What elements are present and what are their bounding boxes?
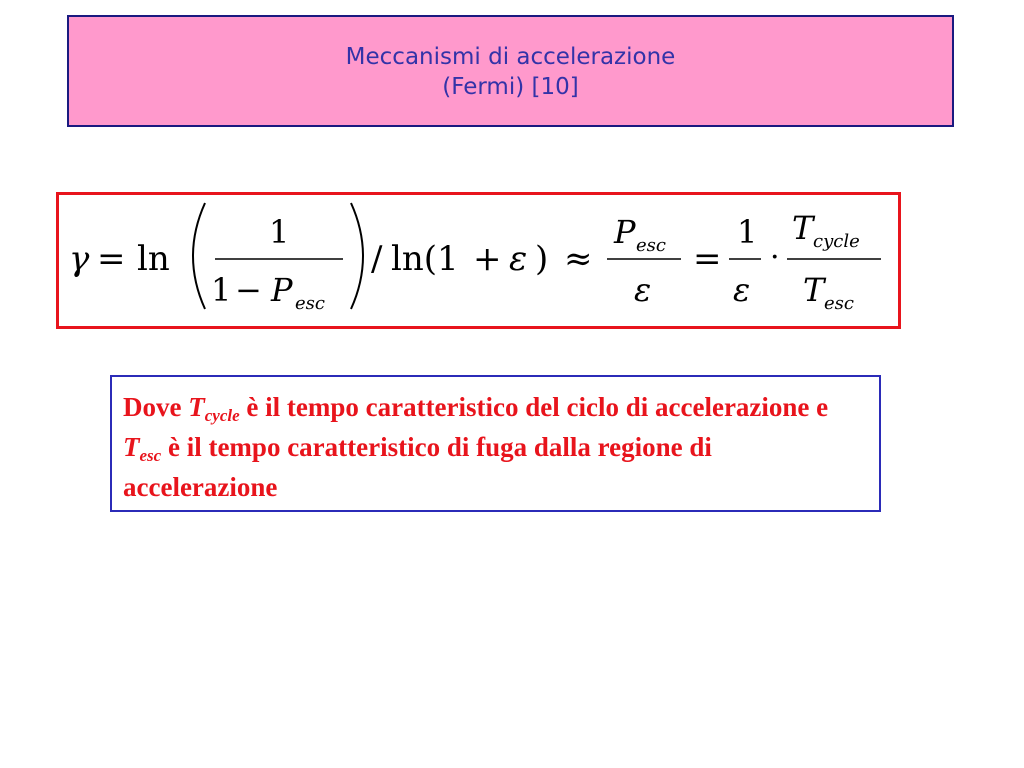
formula-equals-1: = xyxy=(97,239,126,279)
description-box xyxy=(110,375,881,512)
formula-dot: · xyxy=(770,240,780,275)
title-line-2: (Fermi) [10] xyxy=(442,74,579,100)
description-sub-cycle: cycle xyxy=(204,406,240,425)
formula-frac2-esc: esc xyxy=(636,235,666,256)
formula-frac1-P: P xyxy=(271,271,293,309)
description-sub-esc: esc xyxy=(139,446,162,465)
gamma-formula xyxy=(59,195,898,326)
formula-close-paren: ) xyxy=(535,239,549,279)
formula-frac2-P: P xyxy=(614,213,636,251)
description-var-T-cycle: T xyxy=(188,392,205,422)
formula-ln-open: ln(1 xyxy=(391,239,459,279)
formula-frac3-numerator: 1 xyxy=(737,213,758,251)
formula-frac1-minus: − xyxy=(235,271,262,309)
title-box xyxy=(67,15,954,127)
formula-box xyxy=(56,192,901,329)
formula-frac3-epsilon: ε xyxy=(733,271,751,309)
formula-frac4-T-top: T xyxy=(792,209,814,247)
formula-right-paren xyxy=(351,203,363,309)
description-text-1: Dove xyxy=(123,392,189,422)
formula-slash: / xyxy=(371,239,383,279)
description-text-3: è il tempo caratteristico di fuga dalla regione di accelerazione xyxy=(123,432,712,502)
formula-equals-2: = xyxy=(693,239,722,279)
formula-epsilon-1: ε xyxy=(509,239,528,279)
formula-ln-1: ln xyxy=(137,239,170,279)
formula-left-paren xyxy=(193,203,205,309)
title-line-1: Meccanismi di accelerazione xyxy=(345,44,676,70)
formula-frac1-esc: esc xyxy=(295,293,325,314)
description-var-T-esc: T xyxy=(123,432,140,462)
formula-frac4-cycle: cycle xyxy=(813,231,860,252)
formula-frac4-T-bottom: T xyxy=(803,271,825,309)
formula-approx: ≈ xyxy=(564,239,593,279)
formula-frac1-numerator: 1 xyxy=(269,213,290,251)
description-text-2: è il tempo caratteristico del ciclo di accelerazione e xyxy=(239,392,829,422)
formula-frac1-one: 1 xyxy=(211,271,232,309)
formula-plus: + xyxy=(473,239,502,279)
formula-gamma: γ xyxy=(69,239,90,279)
formula-frac2-epsilon: ε xyxy=(634,271,652,309)
formula-frac4-esc: esc xyxy=(824,293,854,314)
